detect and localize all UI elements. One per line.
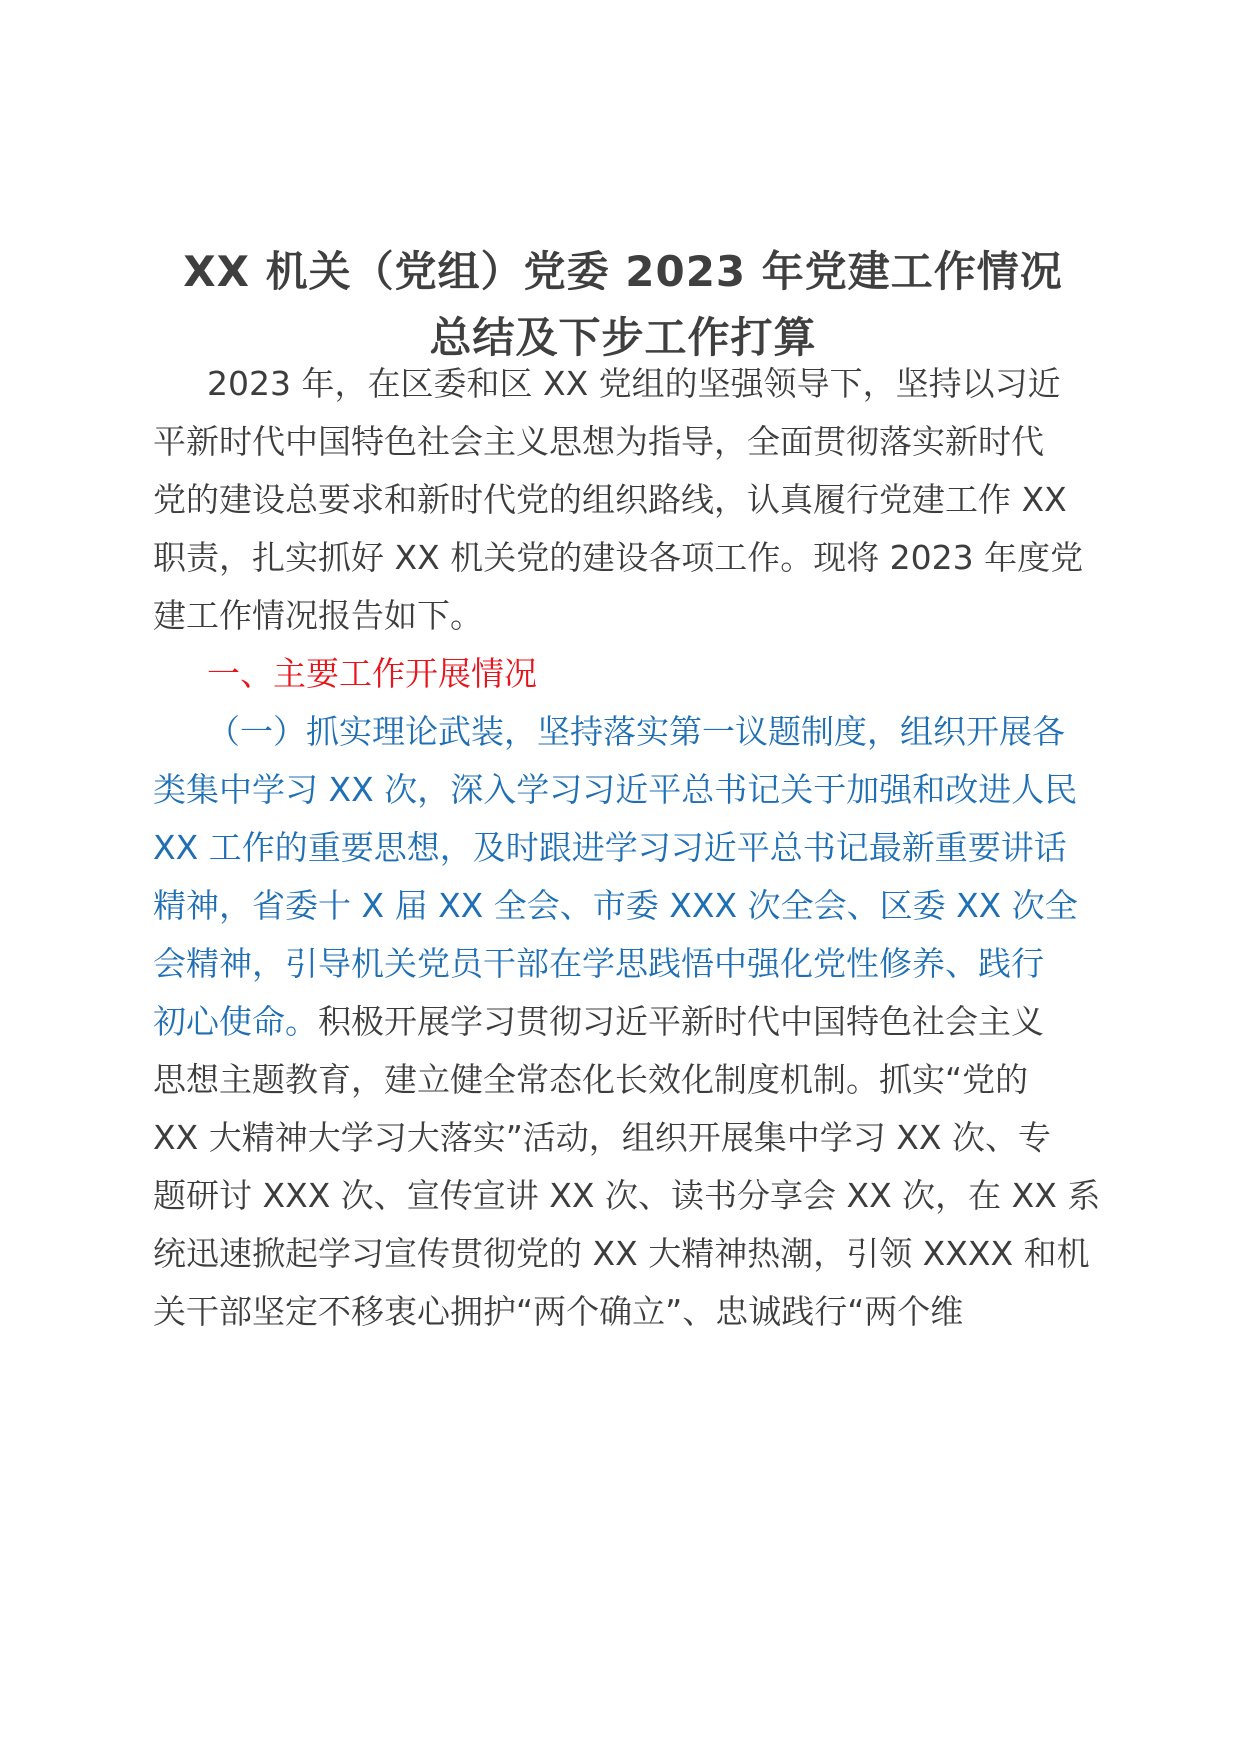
subsection-line: 会精神，引导机关党员干部在学思践悟中强化党性修养、践行: [153, 944, 1044, 983]
body-line: XX 大精神大学习大落实”活动，组织开展集中学习 XX 次、专: [153, 1118, 1051, 1157]
subsection-line-end: 初心使命。: [153, 1002, 318, 1041]
intro-line: 2023 年，在区委和区 XX 党组的坚强领导下，坚持以习近: [207, 364, 1061, 403]
body-line-start: 积极开展学习贯彻习近平新时代中国特色社会主义: [318, 1002, 1044, 1041]
document-title-line-1: XX 机关（党组）党委 2023 年党建工作情况: [183, 247, 1063, 296]
subsection-line: XX 工作的重要思想，及时跟进学习习近平总书记最新重要讲话: [153, 828, 1067, 867]
intro-line: 建工作情况报告如下。: [153, 596, 483, 635]
intro-line: 党的建设总要求和新时代党的组织路线，认真履行党建工作 XX: [153, 480, 1067, 519]
subsection-line: 精神，省委十 X 届 XX 全会、市委 XXX 次全会、区委 XX 次全: [153, 886, 1078, 925]
body-line: 关干部坚定不移衷心拥护“两个确立”、忠诚践行“两个维: [153, 1292, 964, 1331]
document-page: [153, 0, 1101, 1754]
subsection-line: 类集中学习 XX 次，深入学习习近平总书记关于加强和改进人民: [153, 770, 1078, 809]
subsection-line: （一）抓实理论武装，坚持落实第一议题制度，组织开展各: [207, 712, 1065, 751]
body-line: 统迅速掀起学习宣传贯彻党的 XX 大精神热潮，引领 XXXX 和机: [153, 1234, 1090, 1273]
body-line: 思想主题教育，建立健全常态化长效化制度机制。抓实“党的: [153, 1060, 1029, 1099]
mixed-line: [153, 1000, 1044, 1044]
section-heading: 一、主要工作开展情况: [207, 654, 537, 693]
intro-line: 平新时代中国特色社会主义思想为指导，全面贯彻落实新时代: [153, 422, 1044, 461]
intro-line: 职责，扎实抓好 XX 机关党的建设各项工作。现将 2023 年度党: [153, 538, 1084, 577]
document-title-line-2: 总结及下步工作打算: [429, 313, 817, 362]
body-line: 题研讨 XXX 次、宣传宣讲 XX 次、读书分享会 XX 次，在 XX 系: [153, 1176, 1101, 1215]
